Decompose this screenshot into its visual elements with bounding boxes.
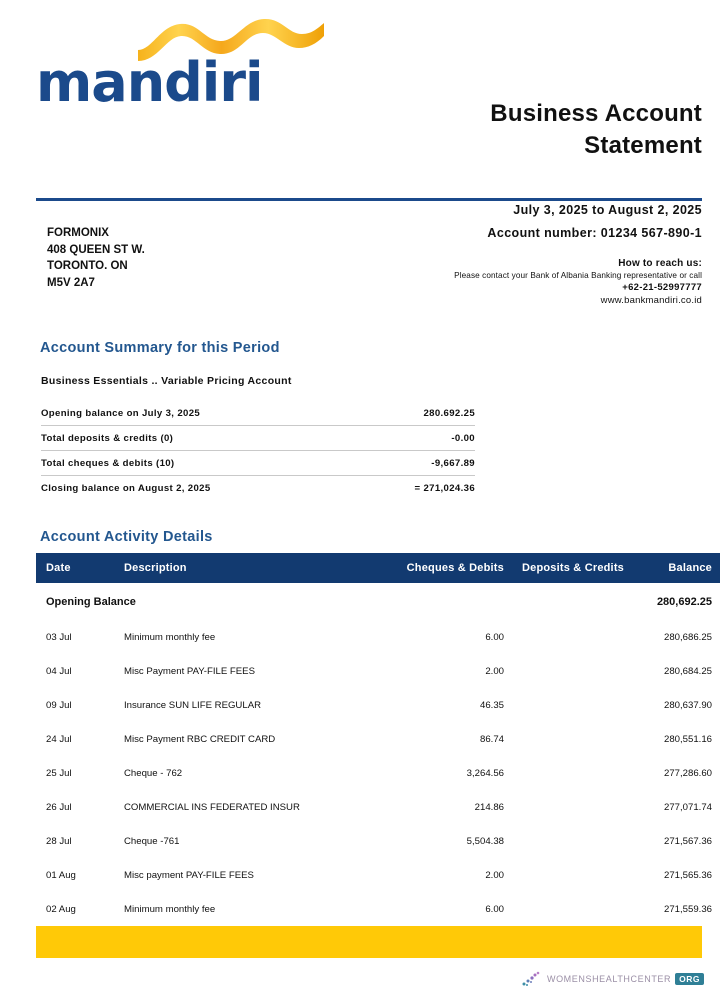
- account-summary-heading: Account Summary for this Period: [40, 340, 280, 356]
- summary-row-label: Total cheques & debits (10): [41, 451, 361, 476]
- opening-balance-amount: 280,692.25: [656, 596, 712, 608]
- cell-description: COMMERCIAL INS FEDERATED INSUR: [124, 802, 300, 813]
- watermark: [521, 970, 704, 988]
- cell-balance: 277,071.74: [663, 802, 712, 813]
- column-header-description: Description: [124, 553, 374, 583]
- cell-description: Minimum monthly fee: [124, 632, 216, 643]
- cell-description: Cheque -761: [124, 836, 180, 847]
- cell-date: 26 Jul: [46, 802, 72, 813]
- table-row[interactable]: [36, 722, 720, 756]
- watermark-text: WOMENSHEALTHCENTER: [546, 974, 672, 984]
- summary-row-value: = 271,024.36: [414, 483, 475, 494]
- table-header-row: [36, 553, 720, 583]
- column-header-date: Date: [36, 553, 124, 583]
- opening-balance-debit: [374, 583, 504, 620]
- table-row[interactable]: [36, 858, 720, 892]
- cell-credit: [504, 688, 624, 722]
- summary-row-value: -9,667.89: [361, 451, 475, 476]
- summary-row-label: Total deposits & credits (0): [41, 426, 361, 451]
- product-name: Business Essentials .. Variable Pricing Account: [41, 375, 292, 387]
- customer-address: [47, 225, 145, 292]
- cell-balance: 280,684.25: [663, 666, 712, 677]
- cell-debit: 3,264.56: [466, 768, 504, 779]
- customer-postal-code: M5V 2A7: [47, 277, 95, 290]
- summary-row: [41, 451, 475, 476]
- table-row[interactable]: [36, 688, 720, 722]
- header-divider: [36, 198, 702, 201]
- summary-row: [41, 476, 475, 501]
- table-row[interactable]: [36, 790, 720, 824]
- account-activity-table: [36, 553, 720, 926]
- cell-date: 01 Aug: [46, 870, 76, 881]
- cell-date: 25 Jul: [46, 768, 72, 779]
- cell-description: Insurance SUN LIFE REGULAR: [124, 700, 262, 711]
- statement-period: July 3, 2025 to August 2, 2025: [513, 203, 702, 217]
- cell-balance: 277,286.60: [663, 768, 712, 779]
- activity-footer-bar: [36, 926, 702, 958]
- cell-credit: [504, 620, 624, 654]
- cell-description: Misc Payment RBC CREDIT CARD: [124, 734, 276, 745]
- cell-description: Cheque - 762: [124, 768, 183, 779]
- watermark-dots-icon: [521, 970, 543, 988]
- opening-balance-row: [36, 583, 720, 620]
- cell-credit: [504, 654, 624, 688]
- title-line-1: Business Account: [490, 100, 702, 127]
- customer-name: FORMONIX: [47, 227, 109, 239]
- summary-row: [41, 426, 475, 451]
- cell-description: Misc Payment PAY-FILE FEES: [124, 666, 255, 677]
- cell-credit: [504, 858, 624, 892]
- cell-debit: 86.74: [479, 734, 504, 745]
- page-title: [282, 98, 702, 161]
- opening-balance-credit: [504, 583, 624, 620]
- opening-balance-label: Opening Balance: [46, 596, 136, 608]
- cell-date: 03 Jul: [46, 632, 72, 643]
- column-header-credits: Deposits & Credits: [504, 553, 624, 583]
- cell-description: Misc payment PAY-FILE FEES: [124, 870, 254, 881]
- cell-balance: 280,686.25: [663, 632, 712, 643]
- cell-credit: [504, 790, 624, 824]
- customer-address-line1: 408 QUEEN ST W.: [47, 243, 145, 256]
- title-line-2: Statement: [584, 131, 702, 159]
- column-header-debits: Cheques & Debits: [374, 553, 504, 583]
- cell-date: 09 Jul: [46, 700, 72, 711]
- cell-balance: 271,567.36: [663, 836, 712, 847]
- table-row[interactable]: [36, 654, 720, 688]
- cell-date: 28 Jul: [46, 836, 72, 847]
- cell-credit: [504, 824, 624, 858]
- cell-debit: 2.00: [485, 666, 504, 677]
- cell-debit: 2.00: [485, 870, 504, 881]
- statement-meta: [242, 203, 702, 306]
- cell-date: 02 Aug: [46, 904, 76, 915]
- cell-debit: 6.00: [485, 632, 504, 643]
- watermark-badge: ORG: [675, 973, 704, 985]
- cell-credit: [504, 722, 624, 756]
- cell-debit: 6.00: [485, 904, 504, 915]
- table-row[interactable]: [36, 756, 720, 790]
- cell-credit: [504, 892, 624, 926]
- cell-balance: 271,559.36: [663, 904, 712, 915]
- cell-credit: [504, 756, 624, 790]
- summary-row-label: Opening balance on July 3, 2025: [41, 401, 361, 426]
- table-row[interactable]: [36, 892, 720, 926]
- cell-date: 24 Jul: [46, 734, 72, 745]
- table-row[interactable]: [36, 824, 720, 858]
- cell-date: 04 Jul: [46, 666, 72, 677]
- cell-description: Minimum monthly fee: [124, 904, 216, 915]
- cell-debit: 46.35: [479, 700, 504, 711]
- summary-row: [41, 401, 475, 426]
- cell-balance: 280,551.16: [663, 734, 712, 745]
- contact-website: www.bankmandiri.co.id: [600, 295, 702, 306]
- logo-wordmark: mandiri: [36, 51, 263, 114]
- customer-address-line2: TORONTO. ON: [47, 260, 128, 273]
- summary-row-value: -0.00: [361, 426, 475, 451]
- cell-debit: 5,504.38: [466, 836, 504, 847]
- contact-phone: +62-21-52997777: [622, 282, 702, 293]
- summary-row-value: 280.692.25: [361, 401, 475, 426]
- reach-us-label: How to reach us:: [618, 258, 702, 269]
- cell-balance: 280,637.90: [663, 700, 712, 711]
- account-activity-heading: Account Activity Details: [40, 529, 213, 545]
- contact-instructions: Please contact your Bank of Albania Banking representative or call: [454, 271, 702, 280]
- column-header-balance: Balance: [624, 553, 720, 583]
- account-summary-table: [41, 401, 475, 500]
- cell-balance: 271,565.36: [663, 870, 712, 881]
- table-row[interactable]: [36, 620, 720, 654]
- summary-row-label: Closing balance on August 2, 2025: [41, 483, 211, 494]
- cell-debit: 214.86: [474, 802, 504, 813]
- account-number: Account number: 01234 567-890-1: [487, 226, 702, 240]
